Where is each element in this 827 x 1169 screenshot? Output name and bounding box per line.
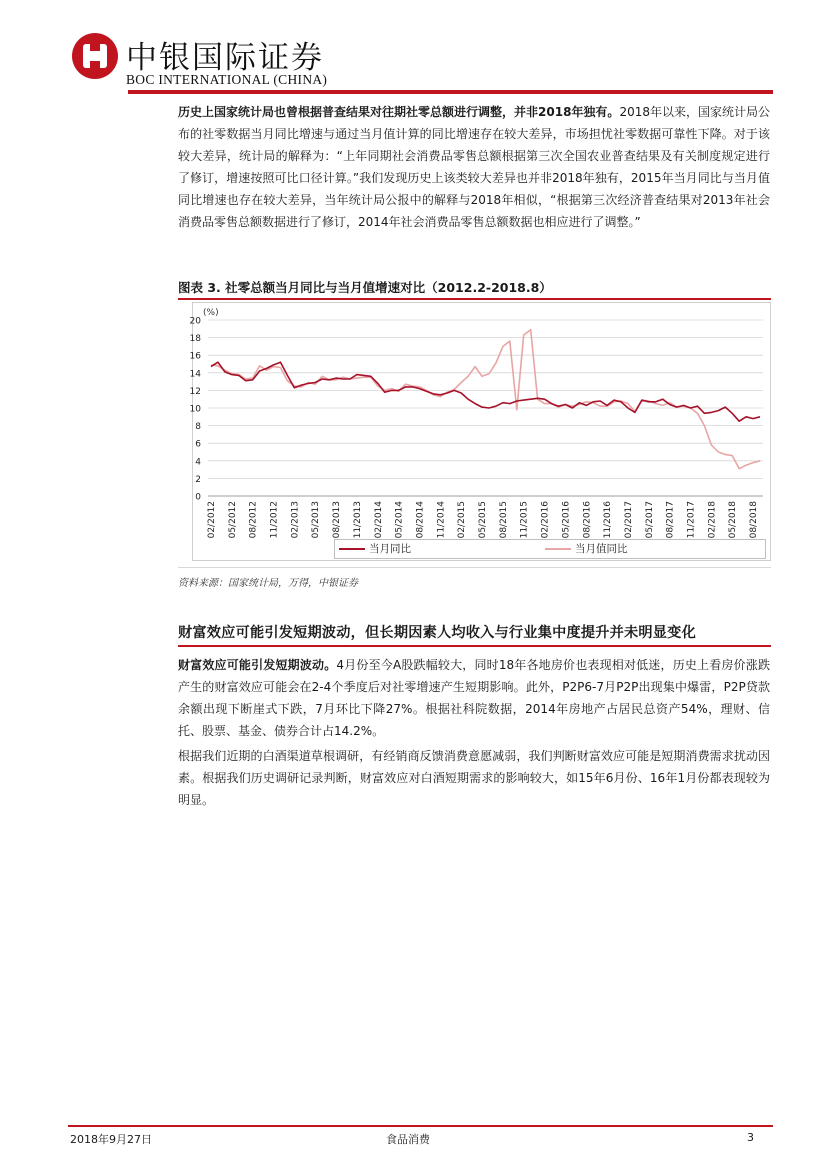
x-tick-label: 11/2016 (603, 501, 614, 539)
x-tick-label: 02/2016 (540, 501, 551, 539)
legend-swatch-series-2 (545, 548, 571, 550)
x-tick-label: 11/2014 (436, 501, 447, 539)
footer-page-number: 3 (747, 1131, 754, 1144)
y-tick-label: 4 (195, 457, 201, 468)
y-axis-unit: (%) (203, 308, 219, 318)
x-tick-label: 05/2013 (311, 501, 322, 539)
intro-lead: 历史上国家统计局也曾根据普查结果对往期社零总额进行调整，并非2018年独有。 (178, 105, 620, 119)
brand-name-cn: 中银国际证券 (126, 40, 324, 76)
legend-label-series-1: 当月同比 (369, 543, 411, 555)
y-tick-label: 20 (189, 316, 201, 327)
legend-label-series-2: 当月值同比 (575, 543, 628, 555)
brand-name-en: BOC INTERNATIONAL (CHINA) (126, 72, 328, 87)
footer-rule (68, 1125, 773, 1127)
y-tick-label: 0 (195, 492, 201, 503)
section-paragraph-1 (178, 654, 770, 742)
y-tick-label: 16 (189, 351, 201, 362)
y-tick-label: 10 (189, 404, 201, 415)
series-line-1 (211, 362, 760, 421)
x-tick-label: 02/2017 (623, 501, 634, 539)
x-tick-label: 11/2013 (352, 501, 363, 539)
x-tick-label: 02/2018 (707, 501, 718, 539)
y-tick-label: 6 (195, 439, 201, 450)
x-tick-label: 08/2012 (248, 501, 259, 539)
x-tick-label: 05/2018 (728, 501, 739, 539)
x-tick-label: 08/2013 (332, 501, 343, 539)
x-tick-label: 05/2015 (478, 501, 489, 539)
x-tick-label: 08/2014 (415, 501, 426, 539)
footer-category: 食品消费 (386, 1133, 430, 1146)
x-tick-label: 08/2017 (665, 501, 676, 539)
section-rule (178, 645, 771, 647)
y-tick-label: 8 (195, 422, 201, 433)
footer-date: 2018年9月27日 (70, 1133, 152, 1146)
section-paragraph-1-body: 4月份至今A股跌幅较大，同时18年各地房价也表现相对低迷，历史上看房价涨跌产生的财富效应可能会在2-4个季度后对社零增速产生短期影响。此外，P2P6-7月P2P出现集中爆雷，P2P贷款余额出现下断崖式下跌，7月环比下降27%。根据社科院数据，2014年房地产占居民总资产54%，理财、信托、股票、基金、债券合计占14.2%。 (178, 658, 770, 738)
x-tick-label: 11/2012 (269, 501, 280, 539)
figure-source: 资料来源：国家统计局，万得，中银证券 (178, 578, 358, 589)
legend-swatch-series-1 (339, 548, 365, 550)
source-rule (178, 567, 771, 568)
boc-logo (72, 33, 118, 79)
line-chart (189, 303, 768, 539)
x-tick-label: 02/2014 (373, 501, 384, 539)
figure-title-rule (178, 298, 771, 300)
section-paragraph-1-lead: 财富效应可能引发短期波动。 (178, 658, 337, 672)
x-tick-label: 05/2012 (227, 501, 238, 539)
x-tick-label: 11/2015 (519, 501, 530, 539)
x-tick-label: 08/2015 (498, 501, 509, 539)
y-tick-label: 12 (189, 386, 201, 397)
x-tick-label: 02/2012 (207, 501, 217, 539)
x-axis-ticks (207, 501, 759, 539)
x-tick-label: 05/2017 (644, 501, 655, 539)
y-tick-label: 14 (189, 369, 201, 380)
x-tick-label: 08/2018 (749, 501, 760, 539)
x-tick-label: 05/2014 (394, 501, 405, 539)
intro-body: 2018年以来，国家统计局公布的社零数据当月同比增速与通过当月值计算的同比增速存在较大差异，市场担忧社零数据可靠性下降。对于该较大差异，统计局的解释为：“上年同期社会消费品零售总额根据第三次全国农业普查结果及有关制度规定进行了修订，增速按照可比口径计算。”我们发现历史上该类较大差异也并非2018年独有，2015年当月同比与当月值同比增速也存在较大差异，当年统计局公报中的解释与2018年相似，“根据第三次经济普查结果对2013年社会消费品零售总额数据进行了修订，2014年社会消费品零售总额数据也相应进行了调整。” (178, 105, 771, 229)
section-title: 财富效应可能引发短期波动，但长期因素人均收入与行业集中度提升并未明显变化 (178, 625, 696, 641)
x-tick-label: 11/2017 (686, 501, 697, 539)
x-tick-label: 08/2016 (582, 501, 593, 539)
x-tick-label: 05/2016 (561, 501, 572, 539)
x-tick-label: 02/2015 (457, 501, 468, 539)
header-divider (128, 90, 773, 94)
chart-legend (334, 539, 766, 559)
series-line-2 (211, 330, 760, 469)
x-tick-label: 02/2013 (290, 501, 301, 539)
figure-title: 图表 3. 社零总额当月同比与当月值增速对比（2012.2-2018.8） (178, 280, 552, 295)
y-tick-label: 18 (189, 334, 201, 345)
intro-paragraph (178, 101, 770, 233)
y-tick-label: 2 (195, 474, 201, 485)
section-paragraph-2: 根据我们近期的白酒渠道草根调研，有经销商反馈消费意愿减弱，我们判断财富效应可能是短期消费需求扰动因素。根据我们历史调研记录判断，财富效应对白酒短期需求的影响较大，如15年6月份、16年1月份都表现较为明显。 (178, 749, 770, 807)
chart-series (211, 330, 760, 469)
